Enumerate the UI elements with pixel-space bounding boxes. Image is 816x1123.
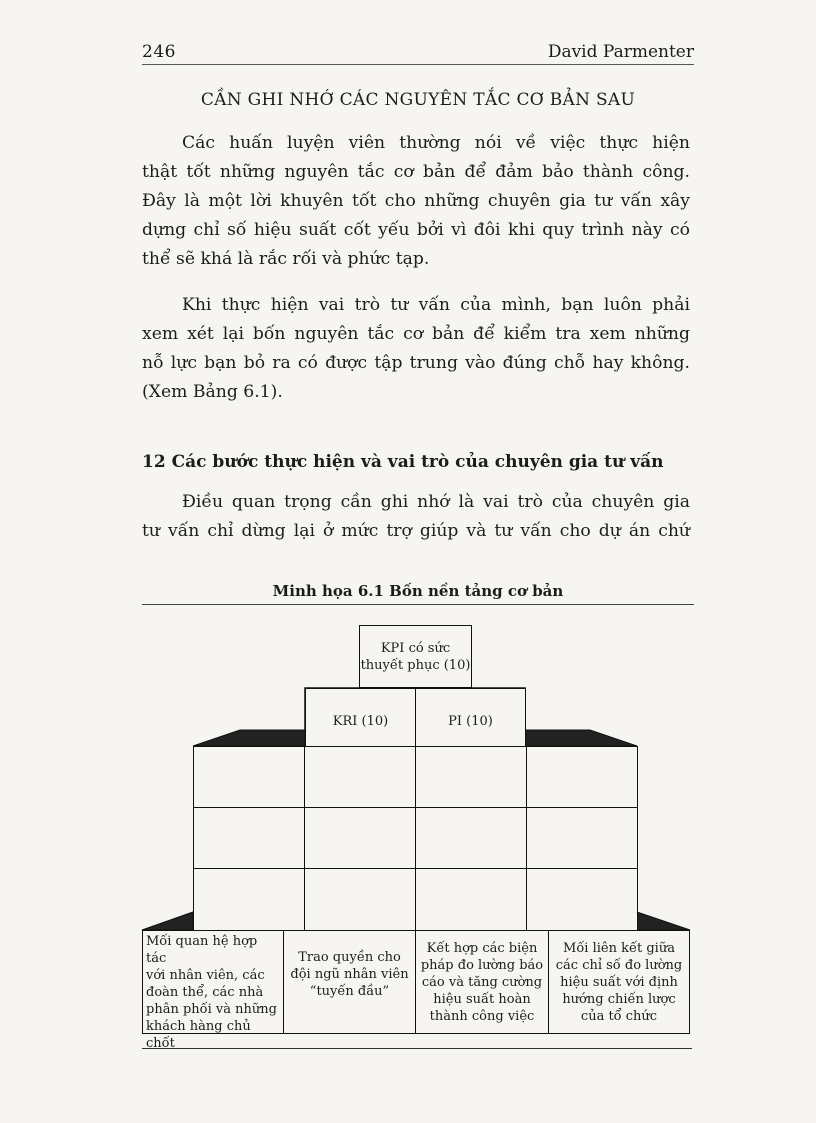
paragraph-line: thật tốt những nguyên tắc cơ bản để đảm bảo thành công. <box>142 162 690 182</box>
running-author: David Parmenter <box>547 42 694 62</box>
paragraph-line: Khi thực hiện vai trò tư vấn của mình, bạn luôn phải <box>182 295 690 315</box>
middle-roof-right <box>525 730 637 746</box>
grid-cell <box>415 807 527 869</box>
kri-box: KRI (10) <box>305 688 416 748</box>
foundation-line: Mối liên kết giữa <box>563 940 675 956</box>
foundation-line: Trao quyền cho <box>298 950 401 965</box>
foundation-line: đoàn thể, các nhà <box>146 985 264 1000</box>
pi-box: PI (10) <box>415 688 526 748</box>
grid-cell <box>304 868 416 931</box>
kpi-line: KPI có sức <box>380 640 451 656</box>
foundation-empowerment <box>283 930 416 1034</box>
kpi-top-box <box>359 625 472 688</box>
foundation-line: hiệu suất hoàn <box>433 991 531 1007</box>
foundation-line: hướng chiến lược <box>562 991 676 1007</box>
foundation-line: của tổ chức <box>580 1008 658 1024</box>
paragraph-line: nỗ lực bạn bỏ ra có được tập trung vào đúng chỗ hay không. <box>142 353 690 373</box>
foundation-strategy-link <box>548 930 690 1034</box>
paragraph-line: dựng chỉ số hiệu suất cốt yếu bởi vì đôi khi quy trình này có <box>142 220 690 240</box>
page-number: 246 <box>142 42 176 62</box>
middle-roof-left <box>193 730 305 746</box>
foundation-line: Kết hợp các biện <box>426 940 538 956</box>
kpi-line: thuyết phục (10) <box>360 657 471 673</box>
grid-cell <box>526 868 638 931</box>
foundation-line: pháp đo lường báo <box>420 957 544 973</box>
paragraph-line: tư vấn chỉ dừng lại ở mức trợ giúp và tư vấn cho dự án chứ <box>142 521 690 541</box>
figure-bottom-rule <box>142 1048 692 1049</box>
foundation-measurement <box>415 930 549 1034</box>
grid-cell <box>193 746 305 808</box>
foundation-line: với nhân viên, các <box>146 968 265 983</box>
foundation-line: hiệu suất với định <box>560 974 678 990</box>
sub-heading: 12 Các bước thực hiện và vai trò của chuyên gia tư vấn <box>142 452 664 472</box>
grid-cell <box>415 868 527 931</box>
paragraph-line: thể sẽ khá là rắc rối và phức tạp. <box>142 249 430 269</box>
paragraph-line: Các huấn luyện viên thường nói về việc thực hiện <box>182 133 690 153</box>
grid-cell <box>193 807 305 869</box>
grid-cell <box>193 868 305 931</box>
grid-cell <box>304 746 416 808</box>
foundation-line: phân phối và những <box>146 1002 277 1017</box>
section-heading: CẦN GHI NHỚ CÁC NGUYÊN TẮC CƠ BẢN SAU <box>200 90 636 110</box>
paragraph-line: Điều quan trọng cần ghi nhớ là vai trò của chuyên gia <box>182 492 690 512</box>
paragraph-line: xem xét lại bốn nguyên tắc cơ bản để kiểm tra xem những <box>142 324 690 344</box>
foundation-line: Mối quan hệ hợp tác <box>146 934 258 966</box>
base-roof-right <box>637 912 690 930</box>
foundation-partnership <box>142 930 284 1051</box>
figure-caption: Minh họa 6.1 Bốn nền tảng cơ bản <box>272 582 564 600</box>
base-roof-left <box>142 912 193 930</box>
paragraph-line: (Xem Bảng 6.1). <box>142 382 283 402</box>
foundation-line: cáo và tăng cường <box>421 974 543 990</box>
grid-cell <box>415 746 527 808</box>
grid-cell <box>304 807 416 869</box>
foundation-line: “tuyến đầu” <box>309 984 390 999</box>
foundation-line: đội ngũ nhân viên <box>290 967 409 982</box>
paragraph-line: Đây là một lời khuyên tốt cho những chuyên gia tư vấn xây <box>142 191 690 211</box>
grid-cell <box>526 746 638 808</box>
foundation-line: các chỉ số đo lường <box>555 957 683 973</box>
foundation-line: khách hàng chủ chốt <box>146 1019 251 1051</box>
foundation-line: thành công việc <box>429 1008 535 1024</box>
grid-cell <box>526 807 638 869</box>
